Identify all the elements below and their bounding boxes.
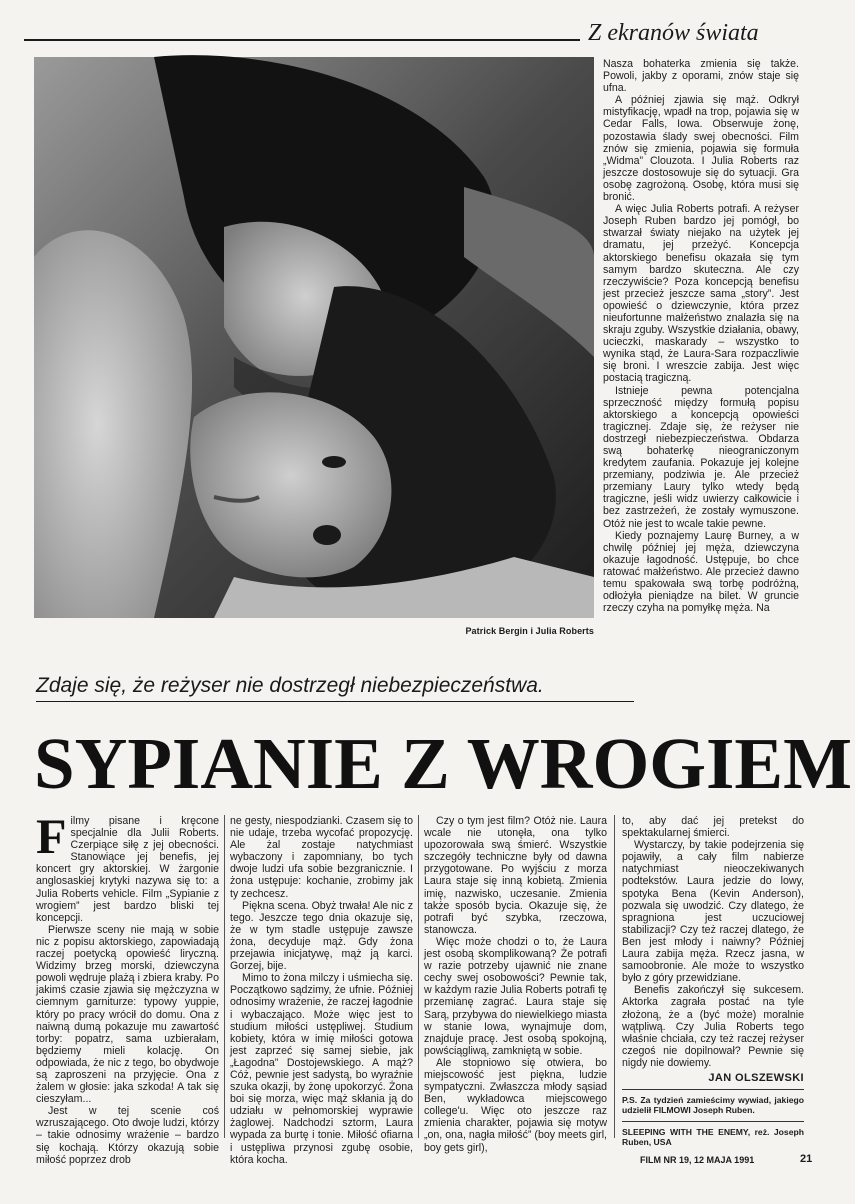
lead-underline xyxy=(36,701,634,702)
ps-rule xyxy=(622,1089,804,1090)
page-number: 21 xyxy=(800,1153,813,1165)
lead-subtitle: Zdaje się, że reżyser nie dostrzegł niebezpieczeństwa. xyxy=(36,674,544,697)
article-headline: SYPIANIE Z WROGIEM xyxy=(34,723,853,804)
column-separator xyxy=(614,815,615,1138)
body-paragraph: Pierwsze sceny nie mają w sobie nic z popisu aktorskiego, zapowiadają raczej poetycką opowieść liryczną. Widzimy brzeg morski, dziewczyna powoli wędruje plażą i zbiera kraby. Po jakimś czasie zjawia się mężczyzna w ciemnym garniturze: typowy yuppie, który po pracy wrócił do domu. Ona z naiwną dumą pokazuje mu zawartość torby: popatrz, sama uzbierałam, będziemy mieli kolację. On odpowiada, że nic z tego, bo obydwoje są zaproszeni na przyjęcie. Ona z żalem w głosie: jaka szkoda! A tak się cieszyłam... xyxy=(36,923,219,1106)
film-still-illustration xyxy=(34,57,594,618)
right-column xyxy=(603,58,799,620)
body-paragraph: to, aby dać jej pretekst do spektakularnej śmierci. xyxy=(622,815,804,840)
drop-cap: F xyxy=(36,808,67,864)
author-signature: JAN OLSZEWSKI xyxy=(708,1071,804,1084)
credits-rule xyxy=(622,1121,804,1122)
body-paragraph: Więc może chodzi o to, że Laura jest osobą skomplikowaną? Że potrafi w razie potrzeby ujawnić nie znane cechy swej osobowości? Pewnie tak, w każdym razie Julia Roberts potrafi tę przemianę zagrać. Laura staje się Sarą, przybywa do niewielkiego miasta w stanie Iowa, wynajmuje dom, znajduje pracę. Jest osobą spokojną, powściągliwą, zamkniętą w sobie. xyxy=(424,935,607,1057)
issue-footer: FILM NR 19, 12 MAJA 1991 xyxy=(640,1155,755,1165)
photo-caption: Patrick Bergin i Julia Roberts xyxy=(465,626,594,636)
right-col-paragraph: A więc Julia Roberts potrafi. A reżyser Joseph Ruben bardzo jej pomógł, bo stwarzał światy niejako na użytek jej dramatu, jej przeżyć. Koncepcja aktorskiego benefisu okazała się tym samym bardzo skuteczna. Ale czy rzeczywiście? Poza koncepcją benefisu jest przecież jeszcze sama „story”. Jest opowieść o dziewczynie, która przez nieufortunne małżeństwo znalazła się na skraju zguby. Wszystkie działania, obawy, ucieczki, maskarady – wszystko to wynika stąd, że Laura-Sara rozpaczliwie się broni. I wreszcie zabija. Jest więc postacią tragiczną. xyxy=(603,203,799,385)
right-col-paragraph: Kiedy poznajemy Laurę Burney, a w chwilę później jej męża, dziewczyna okazuje łagodność. Ustępuje, bo chce ratować małżeństwo. Ale przecież dawno temu spakowała swą torbę podróżną, odłożyła pieniądze na bilet. W gruncie rzeczy czyha na pomyłkę męża. Na xyxy=(603,529,799,615)
column-separator xyxy=(224,815,225,1138)
body-column-4 xyxy=(622,815,804,1148)
body-paragraph: Mimo to żona milczy i uśmiecha się. Początkowo sądzimy, że ufnie. Później odnosimy wrażenie, że raczej łagodnie i wybaczająco. Może więc jest to studium miłości ustępliwej. Studium kobiety, która w imię miłości gotowa jest zaprzeć się samej siebie, jak „Łagodna” Dostojewskiego. A mąż? Cóż, pewnie jest sadystą, bo wyraźnie szuka okazji, by żonę upokorzyć. Żona boi się morza, więc mąż skłania ją do udziału w pełnomorskiej wyprawie żaglowej. Nadchodzi sztorm, Laura wypada za burtę i tonie. Miłość ofiarna i ustępliwa przynosi zgubę osobie, która kocha. xyxy=(230,972,413,1166)
film-credits: SLEEPING WITH THE ENEMY, reż. Joseph Ruben, USA xyxy=(622,1126,804,1148)
film-still-photo xyxy=(34,57,594,618)
body-paragraph: Piękna scena. Obyż trwała! Ale nic z tego. Jeszcze tego dnia okazuje się, że w tym stadle ustępuje zawsze żona, decyduje mąż. Gdy żona przejawia inicjatywę, mąż ją karci. Gorzej, bije. xyxy=(230,899,413,973)
column-separator xyxy=(418,815,419,1138)
body-column-3 xyxy=(424,815,607,1154)
body-column-2 xyxy=(230,815,413,1166)
body-paragraph: ne gesty, niespodzianki. Czasem się to nie udaje, trzeba wycofać propozycję. Ale żal zostaje natychmiast wybaczony i zapomniany, bo tych dwoje ludzi ufa sobie bezgranicznie. I żona ustępuje: kochanie, zrobimy jak ty zechcesz. xyxy=(230,815,413,900)
body-paragraph: Wystarczy, by takie podejrzenia się pojawiły, a cały film nabierze natychmiast nieoczekiwanych podtekstów. Laura jedzie do lowy, spotyka Bena (Kevin Anderson), pozwala się uwodzić. Czy dlatego, że spragniona jest uczuciowej stabilizacji? Czy też raczej dlatego, że Ben jest młody i naiwny? Później Laura zabija męża. Rzecz jasna, w samoobronie. Ale może to wszystko było z góry przewidziane. xyxy=(622,839,804,985)
intro-paragraph: Filmy pisane i kręcone specjalnie dla Julii Roberts. Czerpiące siłę z jej obecności. Stanowiące jej benefis, jej koncert gry aktorskiej. W żargonie anglosaskiej krytyki nazywa się to: a Julia Roberts vehicle. Film „Sypianie z wrogiem” jest bardzo bliski tej koncepcji. xyxy=(36,808,219,924)
header-rule xyxy=(24,39,580,41)
body-paragraph: Jest w tej scenie coś wzruszającego. Oto dwoje ludzi, którzy – takie odnosimy wrażenie – bardzo się kochają. Którzy okazują sobie miłość poprzez drob xyxy=(36,1105,219,1166)
body-column-1 xyxy=(36,808,219,1166)
ps-note: P.S. Za tydzień zamieścimy wywiad, jakiego udzielił FILMOWI Joseph Ruben. xyxy=(622,1095,804,1116)
right-col-paragraph: Nasza bohaterka zmienia się także. Powoli, jakby z oporami, znów staje się ufna. xyxy=(603,58,799,95)
right-col-paragraph: Istnieje pewna potencjalna sprzeczność między formułą popisu aktorskiego a koncepcją opowieści tragicznej. Zdaje się, że reżyser nie dostrzegł niebezpieczeństwa. Obdarza swą bohaterkę nieograniczonym kredytem zaufania. Pokazuje jej kolejne przemiany, podziwia je. Ale przecież przemiany Laury tylko wtedy będą tragiczne, jeśli widz uwierzy całkowicie i bez zastrzeżeń, że zostały wymuszone. Otóż nie jest to wcale takie pewne. xyxy=(603,384,799,530)
body-paragraph: Benefis zakończył się sukcesem. Aktorka zagrała postać na tyle złożoną, że a (być może) moralnie wątpliwą. Czy Julia Roberts tego właśnie chciała, czy też raczej reżyser czegoś nie dopilnował? Pewnie się nigdy nie dowiemy. xyxy=(622,984,804,1069)
body-paragraph: Czy o tym jest film? Otóż nie. Laura wcale nie utonęła, ona tylko upozorowała swą śmierć. Wszystkie szczegóły techniczne były od dawna przygotowane. Po wyjściu z morza Laura staje się inną kobietą. Zmienia imię, nazwisko, uczesanie. Zmienia także sposób bycia. Okazuje się, że potrafi być szybka, rzeczowa, stanowcza. xyxy=(424,815,607,936)
right-col-paragraph: A później zjawia się mąż. Odkrył mistyfikację, wpadł na trop, pojawia się w Cedar Falls, Iowa. Obserwuje żonę, pozostawia ślady swej obecności. Film znów się zmienia, pojawia się formuła „Widma” Clouzota. I Julia Roberts raz jeszcze dostosowuje się do sytuacji. Gra osobę zagrożoną. Osobę, która musi się bronić. xyxy=(603,94,799,204)
body-paragraph: Ale stopniowo się otwiera, bo miejscowość jest piękna, ludzie sympatyczni. Zwłaszcza młody sąsiad Ben, wykładowca miejscowego college'u. Więc oto jeszcze raz zmienia charakter, pojawia się motyw „on, ona, nagła miłość” (boy meets girl, boy gets girl), xyxy=(424,1056,607,1154)
section-title: Z ekranów świata xyxy=(588,20,759,46)
